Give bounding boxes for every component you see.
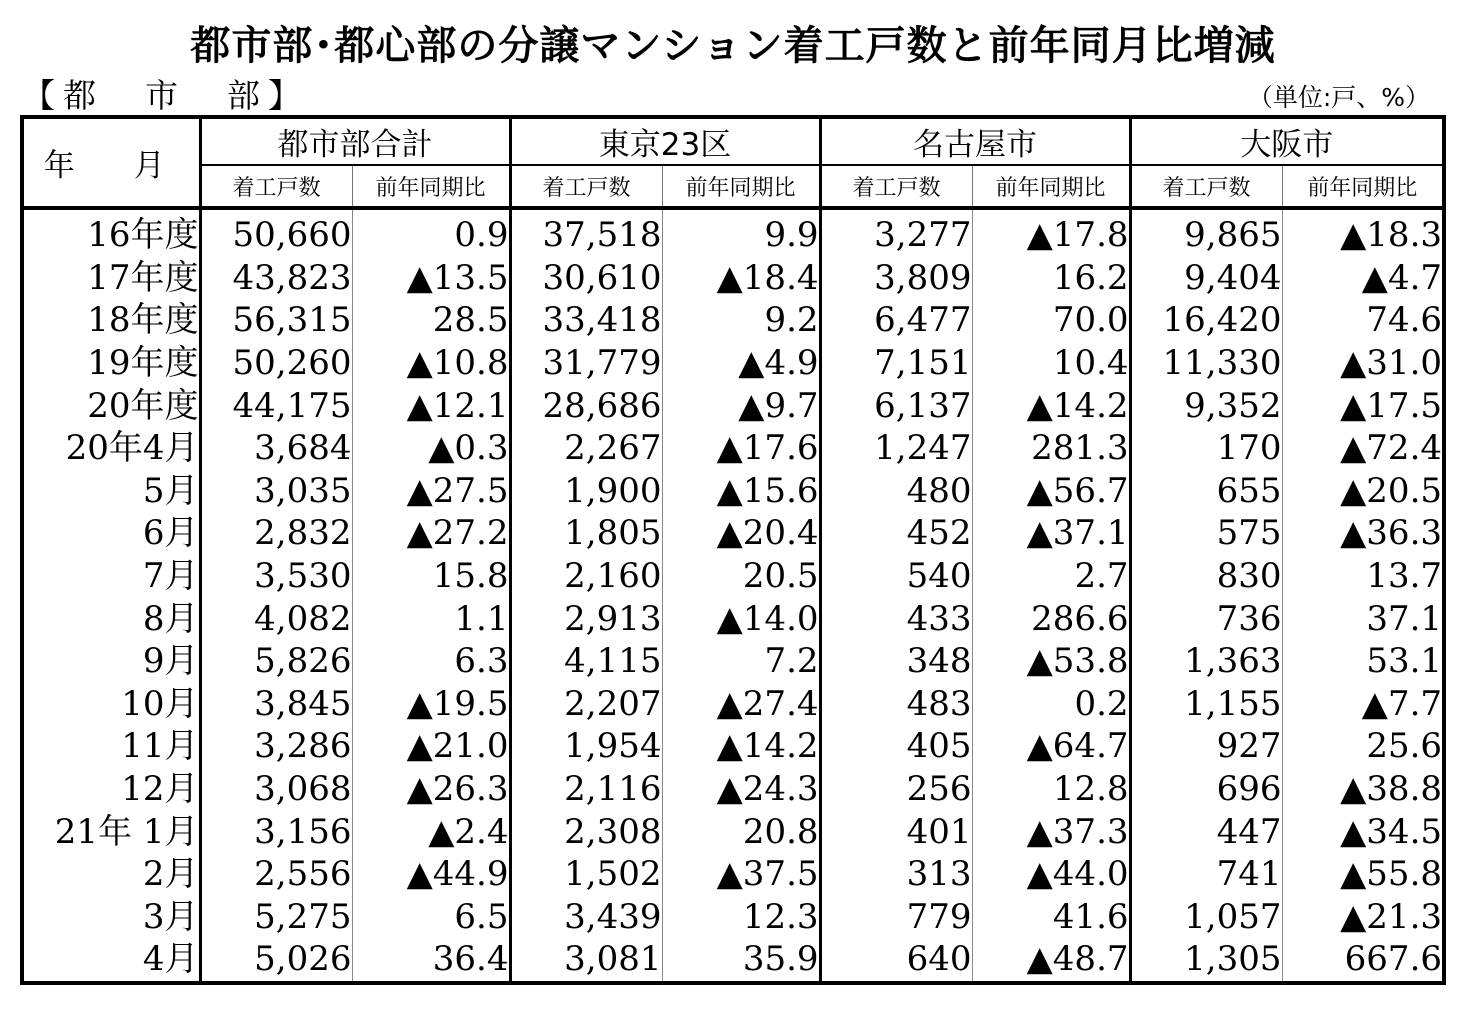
yoy-cell: ▲18.3 [1282,208,1444,257]
starts-cell: 7,151 [820,342,972,385]
starts-cell: 3,081 [510,938,662,983]
table-row [22,768,1444,811]
yoy-cell: ▲56.7 [972,470,1130,513]
starts-cell: 3,068 [200,768,352,811]
yoy-cell: ▲13.5 [352,257,510,300]
yoy-cell: 20.8 [662,810,820,853]
yoy-cell: ▲36.3 [1282,512,1444,555]
yoy-cell: ▲0.3 [352,427,510,470]
starts-cell: 741 [1130,853,1282,896]
table-row [22,299,1444,342]
yoy-cell: 0.9 [352,208,510,257]
yoy-cell: ▲27.5 [352,470,510,513]
starts-cell: 313 [820,853,972,896]
row-label: 20年4月 [65,428,199,469]
yoy-cell: 25.6 [1282,725,1444,768]
starts-cell: 480 [820,470,972,513]
yoy-cell: ▲4.9 [662,342,820,385]
yoy-cell: 12.3 [662,896,820,939]
starts-cell: 3,286 [200,725,352,768]
yoy-cell: 9.2 [662,299,820,342]
starts-cell: 4,115 [510,640,662,683]
starts-cell: 2,207 [510,683,662,726]
yoy-cell: 2.7 [972,555,1130,598]
yoy-cell: 36.4 [352,938,510,983]
row-label: 7月 [142,556,199,597]
yoy-cell: ▲48.7 [972,938,1130,983]
yoy-cell: ▲17.5 [1282,384,1444,427]
table-row [22,384,1444,427]
starts-cell: 2,913 [510,597,662,640]
starts-cell: 2,116 [510,768,662,811]
yoy-cell: ▲53.8 [972,640,1130,683]
starts-cell: 401 [820,810,972,853]
starts-cell: 2,160 [510,555,662,598]
group-header: 名古屋市 [820,117,1130,165]
row-label: 12月 [121,769,199,810]
yoy-cell: ▲34.5 [1282,810,1444,853]
yoy-cell: 35.9 [662,938,820,983]
starts-cell: 1,247 [820,427,972,470]
group-header: 都市部合計 [200,117,510,165]
starts-cell: 483 [820,683,972,726]
starts-cell: 3,156 [200,810,352,853]
yoy-cell: 37.1 [1282,597,1444,640]
starts-cell: 5,826 [200,640,352,683]
group-header: 東京23区 [510,117,820,165]
yoy-cell: ▲37.1 [972,512,1130,555]
row-label: 4月 [142,939,199,980]
table-row [22,257,1444,300]
table-row [22,208,1444,257]
sub-header-starts: 着工戸数 [510,165,662,208]
starts-cell: 1,155 [1130,683,1282,726]
sub-header-yoy: 前年同期比 [1282,165,1444,208]
starts-cell: 16,420 [1130,299,1282,342]
row-header-year-month: 年 月 [22,117,200,208]
unit-note: （単位:戸、%） [1247,83,1430,112]
housing-starts-table [20,115,1446,985]
table-row [22,640,1444,683]
starts-cell: 33,418 [510,299,662,342]
yoy-cell: ▲21.0 [352,725,510,768]
yoy-cell: ▲27.2 [352,512,510,555]
starts-cell: 3,277 [820,208,972,257]
starts-cell: 779 [820,896,972,939]
row-label: 20年度 [87,385,199,426]
table-row [22,470,1444,513]
starts-cell: 5,275 [200,896,352,939]
yoy-cell: 74.6 [1282,299,1444,342]
starts-cell: 1,900 [510,470,662,513]
yoy-cell: 7.2 [662,640,820,683]
yoy-cell: ▲26.3 [352,768,510,811]
yoy-cell: ▲17.8 [972,208,1130,257]
row-label: 10月 [121,683,199,724]
starts-cell: 540 [820,555,972,598]
starts-cell: 1,305 [1130,938,1282,983]
starts-cell: 696 [1130,768,1282,811]
sub-header-starts: 着工戸数 [1130,165,1282,208]
starts-cell: 2,308 [510,810,662,853]
starts-cell: 575 [1130,512,1282,555]
yoy-cell: 28.5 [352,299,510,342]
row-label: 5月 [142,470,199,511]
starts-cell: 348 [820,640,972,683]
row-label: 16年度 [87,215,199,256]
group-header: 大阪市 [1130,117,1444,165]
yoy-cell: ▲31.0 [1282,342,1444,385]
starts-cell: 433 [820,597,972,640]
row-label: 6月 [142,513,199,554]
starts-cell: 6,137 [820,384,972,427]
starts-cell: 50,260 [200,342,352,385]
row-label: 8月 [142,598,199,639]
yoy-cell: ▲37.3 [972,810,1130,853]
starts-cell: 1,363 [1130,640,1282,683]
yoy-cell: 6.3 [352,640,510,683]
yoy-cell: ▲14.2 [972,384,1130,427]
starts-cell: 655 [1130,470,1282,513]
yoy-cell: ▲44.9 [352,853,510,896]
yoy-cell: 1.1 [352,597,510,640]
starts-cell: 5,026 [200,938,352,983]
starts-cell: 2,556 [200,853,352,896]
table-row [22,896,1444,939]
starts-cell: 30,610 [510,257,662,300]
yoy-cell: 9.9 [662,208,820,257]
starts-cell: 50,660 [200,208,352,257]
row-label: 18年度 [87,300,199,341]
table-row [22,810,1444,853]
table-row [22,938,1444,983]
yoy-cell: 20.5 [662,555,820,598]
yoy-cell: ▲12.1 [352,384,510,427]
yoy-cell: ▲17.6 [662,427,820,470]
sub-header-starts: 着工戸数 [200,165,352,208]
starts-cell: 3,439 [510,896,662,939]
starts-cell: 43,823 [200,257,352,300]
table-row [22,597,1444,640]
table-row [22,512,1444,555]
yoy-cell: 10.4 [972,342,1130,385]
starts-cell: 1,502 [510,853,662,896]
starts-cell: 44,175 [200,384,352,427]
starts-cell: 9,352 [1130,384,1282,427]
yoy-cell: 0.2 [972,683,1130,726]
row-label: 3月 [142,896,199,937]
starts-cell: 4,082 [200,597,352,640]
yoy-cell: 41.6 [972,896,1130,939]
sub-header-yoy: 前年同期比 [972,165,1130,208]
starts-cell: 447 [1130,810,1282,853]
starts-cell: 11,330 [1130,342,1282,385]
page-title: 都市部･都心部の分譲マンション着工戸数と前年同月比増減 [190,23,1276,69]
sub-header-yoy: 前年同期比 [662,165,820,208]
yoy-cell: ▲2.4 [352,810,510,853]
yoy-cell: 16.2 [972,257,1130,300]
yoy-cell: ▲37.5 [662,853,820,896]
starts-cell: 3,530 [200,555,352,598]
yoy-cell: ▲14.0 [662,597,820,640]
starts-cell: 1,954 [510,725,662,768]
starts-cell: 9,404 [1130,257,1282,300]
row-label: 11月 [121,726,199,767]
table-body [22,208,1444,983]
yoy-cell: ▲14.2 [662,725,820,768]
table-row [22,342,1444,385]
table-header [22,117,1444,208]
yoy-cell: 6.5 [352,896,510,939]
starts-cell: 3,809 [820,257,972,300]
yoy-cell: 53.1 [1282,640,1444,683]
yoy-cell: ▲20.4 [662,512,820,555]
yoy-cell: ▲10.8 [352,342,510,385]
starts-cell: 2,832 [200,512,352,555]
yoy-cell: ▲27.4 [662,683,820,726]
starts-cell: 3,035 [200,470,352,513]
yoy-cell: ▲21.3 [1282,896,1444,939]
yoy-cell: ▲64.7 [972,725,1130,768]
yoy-cell: ▲24.3 [662,768,820,811]
yoy-cell: 12.8 [972,768,1130,811]
yoy-cell: ▲44.0 [972,853,1130,896]
table-row [22,683,1444,726]
starts-cell: 2,267 [510,427,662,470]
row-label: 21年 1月 [54,811,199,852]
yoy-cell: ▲15.6 [662,470,820,513]
yoy-cell: ▲55.8 [1282,853,1444,896]
yoy-cell: 281.3 [972,427,1130,470]
starts-cell: 736 [1130,597,1282,640]
starts-cell: 56,315 [200,299,352,342]
row-label: 9月 [142,641,199,682]
yoy-cell: ▲18.4 [662,257,820,300]
yoy-cell: ▲72.4 [1282,427,1444,470]
yoy-cell: ▲7.7 [1282,683,1444,726]
yoy-cell: ▲9.7 [662,384,820,427]
table-row [22,853,1444,896]
yoy-cell: ▲19.5 [352,683,510,726]
table-row [22,427,1444,470]
starts-cell: 9,865 [1130,208,1282,257]
starts-cell: 405 [820,725,972,768]
table-row [22,555,1444,598]
row-label: 17年度 [87,257,199,298]
row-label: 2月 [142,854,199,895]
yoy-cell: ▲38.8 [1282,768,1444,811]
starts-cell: 28,686 [510,384,662,427]
starts-cell: 452 [820,512,972,555]
yoy-cell: ▲4.7 [1282,257,1444,300]
starts-cell: 3,845 [200,683,352,726]
sub-header-starts: 着工戸数 [820,165,972,208]
row-label: 19年度 [87,343,199,384]
section-label: 【都 市 部】 [22,76,309,115]
starts-cell: 31,779 [510,342,662,385]
yoy-cell: 70.0 [972,299,1130,342]
yoy-cell: 15.8 [352,555,510,598]
table-row [22,725,1444,768]
starts-cell: 37,518 [510,208,662,257]
starts-cell: 640 [820,938,972,983]
yoy-cell: ▲20.5 [1282,470,1444,513]
sub-header-yoy: 前年同期比 [352,165,510,208]
starts-cell: 170 [1130,427,1282,470]
starts-cell: 256 [820,768,972,811]
starts-cell: 1,805 [510,512,662,555]
starts-cell: 6,477 [820,299,972,342]
starts-cell: 927 [1130,725,1282,768]
yoy-cell: 667.6 [1282,938,1444,983]
yoy-cell: 13.7 [1282,555,1444,598]
yoy-cell: 286.6 [972,597,1130,640]
starts-cell: 3,684 [200,427,352,470]
starts-cell: 830 [1130,555,1282,598]
starts-cell: 1,057 [1130,896,1282,939]
